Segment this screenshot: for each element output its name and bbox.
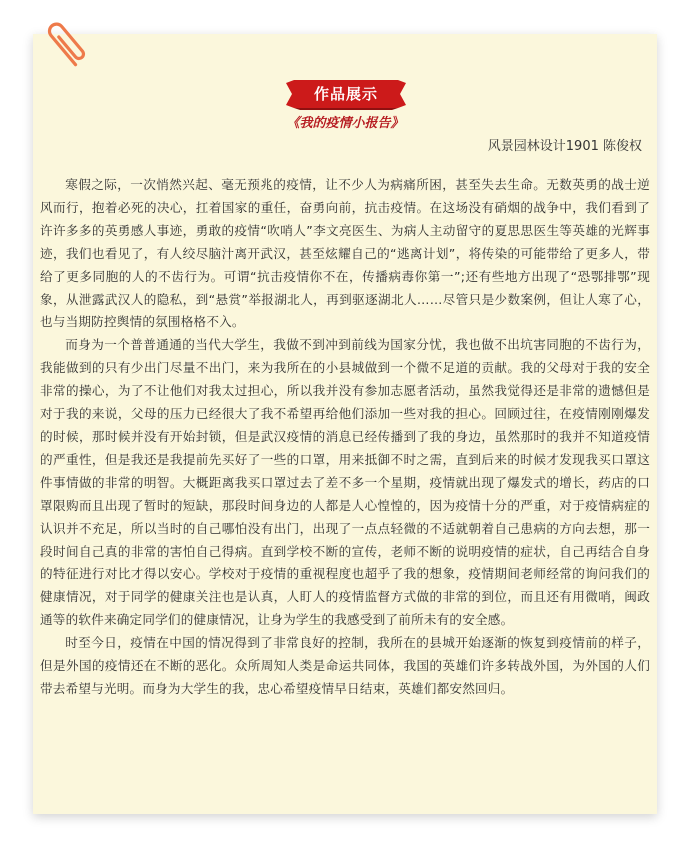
paperclip-icon	[36, 14, 96, 74]
paragraph-2: 而身为一个普普通通的当代大学生，我做不到冲到前线为国家分忧，我也做不出坑害同胞的不齿行为，我能做到的只有少出门尽量不出门，来为我所在的小县城做到一个微不足道的贡献。我的父母对于我的安全非常的操心，为了不让他们对我太过担心，所以我并没有参加志愿者活动，虽然我觉得还是非常的遗憾但是对于我的来说，父母的压力已经很大了我不希望再给他们添加一些对我的担心。回顾过往，在疫情刚刚爆发的时候，那时候并没有开始封锁，但是武汉疫情的消息已经传播到了我的身边，虽然那时的我并不知道疫情的严重性，但是我还是我提前先买好了一些的口罩，用来抵御不时之需，直到后来的时候才发现我买口罩这件事情做的非常的明智。大概距离我买口罩过去了差不多一个星期，疫情就出现了爆发式的增长，药店的口罩限购而且出现了暂时的短缺，那段时间身边的人都是人心惶惶的，因为疫情十分的严重，对于疫情病症的认识并不充足，所以当时的自己哪怕没有出门，出现了一点点轻微的不适就朝着自己患病的方向去想，那一段时间自己真的非常的害怕自己得病。直到学校不断的宣传，老师不断的说明疫情的症状，自己再结合自身的特征进行对比才得以安心。学校对于疫情的重视程度也超乎了我的想象，疫情期间老师经常的询问我们的健康情况，对于同学的健康关注也是认真，人盯人的疫情监督方式做的非常的到位，而且还有用微哨，闽政通等的软件来确定同学们的健康情况，让身为学生的我感受到了前所未有的安全感。	[40, 337, 650, 628]
author-line: 风景园林设计1901 陈俊权	[487, 139, 642, 154]
article-title: 《我的疫情小报告》	[286, 116, 404, 131]
paragraph-1: 寒假之际，一次悄然兴起、毫无预兆的疫情，让不少人为病痛所困，甚至失去生命。无数英勇的战士逆风而行，抱着必死的决心，扛着国家的重任，奋勇向前，抗击疫情。在这场没有硝烟的战争中，我们看到了许许多多的英勇感人事迹，勇敢的疫情“吹哨人”李文亮医生、为病人主动留守的夏思思医生等英雄的光辉事迹，我们也看见了，有人绞尽脑汁离开武汉，甚至炫耀自己的“逃离计划”，将传染的可能带给了更多人，带给了更多同胞的人的不齿行为。可谓“抗击疫情你不在，传播病毒你第一”;还有些地方出现了“恐鄂排鄂”现象，从泄露武汉人的隐私，到“悬赏”举报湖北人，再到驱逐湖北人……尽管只是少数案例，但让人寒了心，也与当期防控舆情的氛围格格不入。	[40, 177, 650, 330]
title-badge	[286, 80, 406, 110]
article-body	[40, 174, 650, 701]
paragraph-3: 时至今日，疫情在中国的情况得到了非常良好的控制，我所在的县城开始逐渐的恢复到疫情前的样子，但是外国的疫情还在不断的恶化。众所周知人类是命运共同体，我国的英雄们许多转战外国，为外国的人们带去希望与光明。而身为大学生的我，忠心希望疫情早日结束，英雄们都安然回归。	[40, 635, 650, 696]
page-title: 作品展示	[313, 85, 378, 103]
